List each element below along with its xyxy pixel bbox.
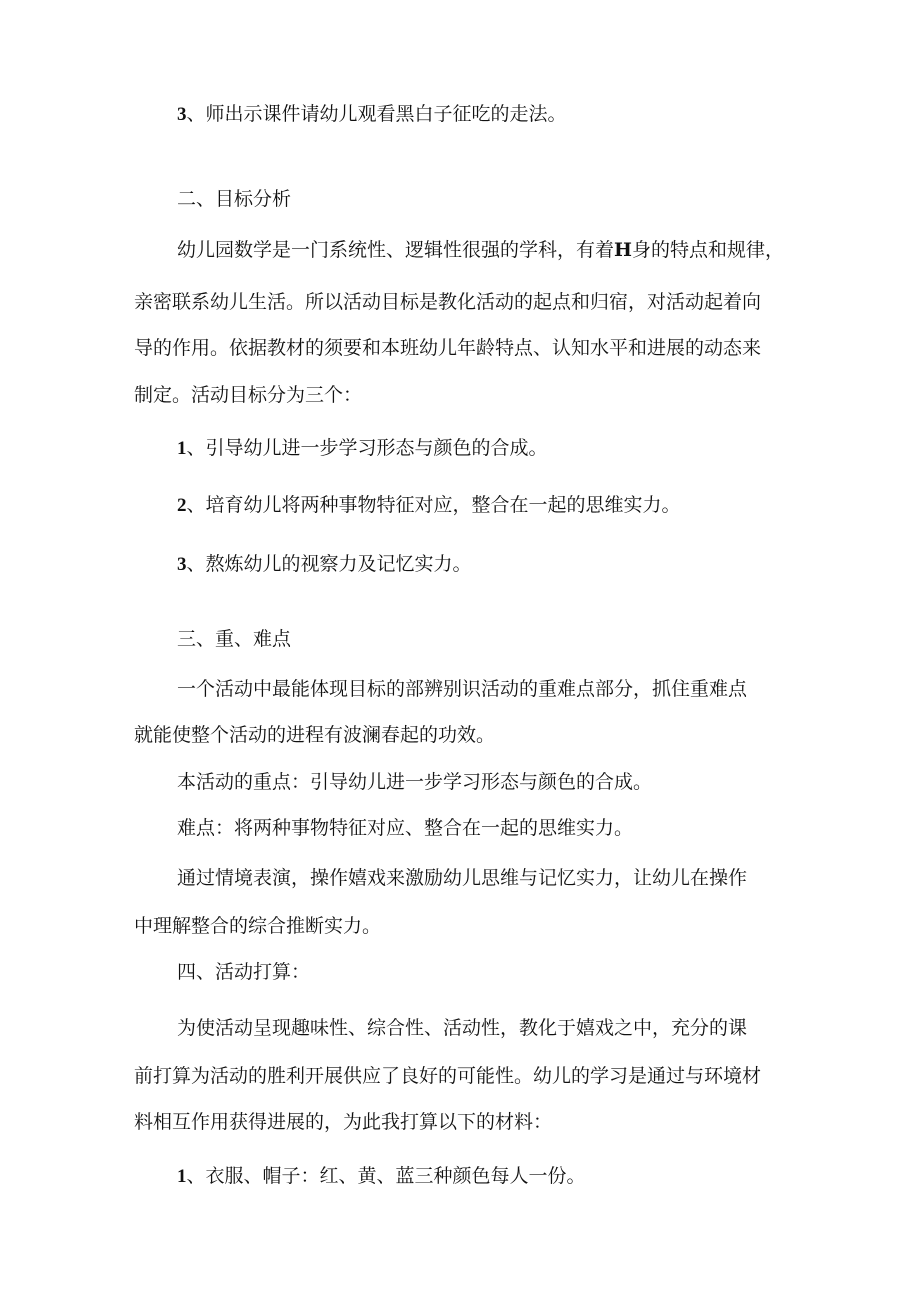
paragraph-line: 为使活动呈现趣味性、综合性、活动性，教化于嬉戏之中，充分的课 [177,1017,748,1039]
paragraph-line: 导的作用。依据教材的须要和本班幼儿年龄特点、认知水平和进展的动态来 [134,337,762,359]
paragraph-line: 一个活动中最能体现目标的部辨别识活动的重难点部分，抓住重难点 [177,678,748,700]
step-number: 3 [177,104,187,125]
goal-item-3: 3、熬炼幼儿的视察力及记忆实力。 [177,553,472,575]
goal-item-2: 2、培育幼儿将两种事物特征对应，整合在一起的思维实力。 [177,494,681,516]
paragraph-line: 中理解整合的综合推断实力。 [134,915,382,937]
paragraph-line: 幼儿园数学是一门系统性、逻辑性很强的学科，有着H身的特点和规律， [177,239,784,261]
paragraph-line: 前打算为活动的胜利开展供应了良好的可能性。幼儿的学习是通过与环境材 [134,1065,762,1087]
key-point-line: 本活动的重点：引导幼儿进一步学习形态与颜色的合成。 [177,771,653,793]
goal-item-1: 1、引导幼儿进一步学习形态与颜色的合成。 [177,437,548,459]
paragraph-line: 就能使整个活动的进程有波澜春起的功效。 [134,724,496,746]
paragraph-line: 通过情境表演，操作嬉戏来激励幼儿思维与记忆实力，让幼儿在操作 [177,867,748,889]
paragraph-line: 亲密联系幼儿生活。所以活动目标是教化活动的起点和归宿，对活动起着向 [134,291,762,313]
activity-step-3 [177,102,567,127]
paragraph-line: 制定。活动目标分为三个： [134,384,363,406]
glyph-h: H [614,239,632,261]
section-heading-goals: 二、目标分析 [177,188,292,210]
section-heading-preparation: 四、活动打算： [177,961,311,983]
paragraph-line: 料相互作用获得进展的，为此我打算以下的材料： [134,1111,553,1133]
step-text: 、师出示课件请幼儿观看黑白子征吃的走法。 [186,103,567,125]
section-heading-key-points: 三、重、难点 [177,628,292,650]
difficulty-line: 难点：将两种事物特征对应、整合在一起的思维实力。 [177,817,634,839]
material-item-1: 1、衣服、帽子：红、黄、蓝三种颜色每人一份。 [177,1165,586,1187]
